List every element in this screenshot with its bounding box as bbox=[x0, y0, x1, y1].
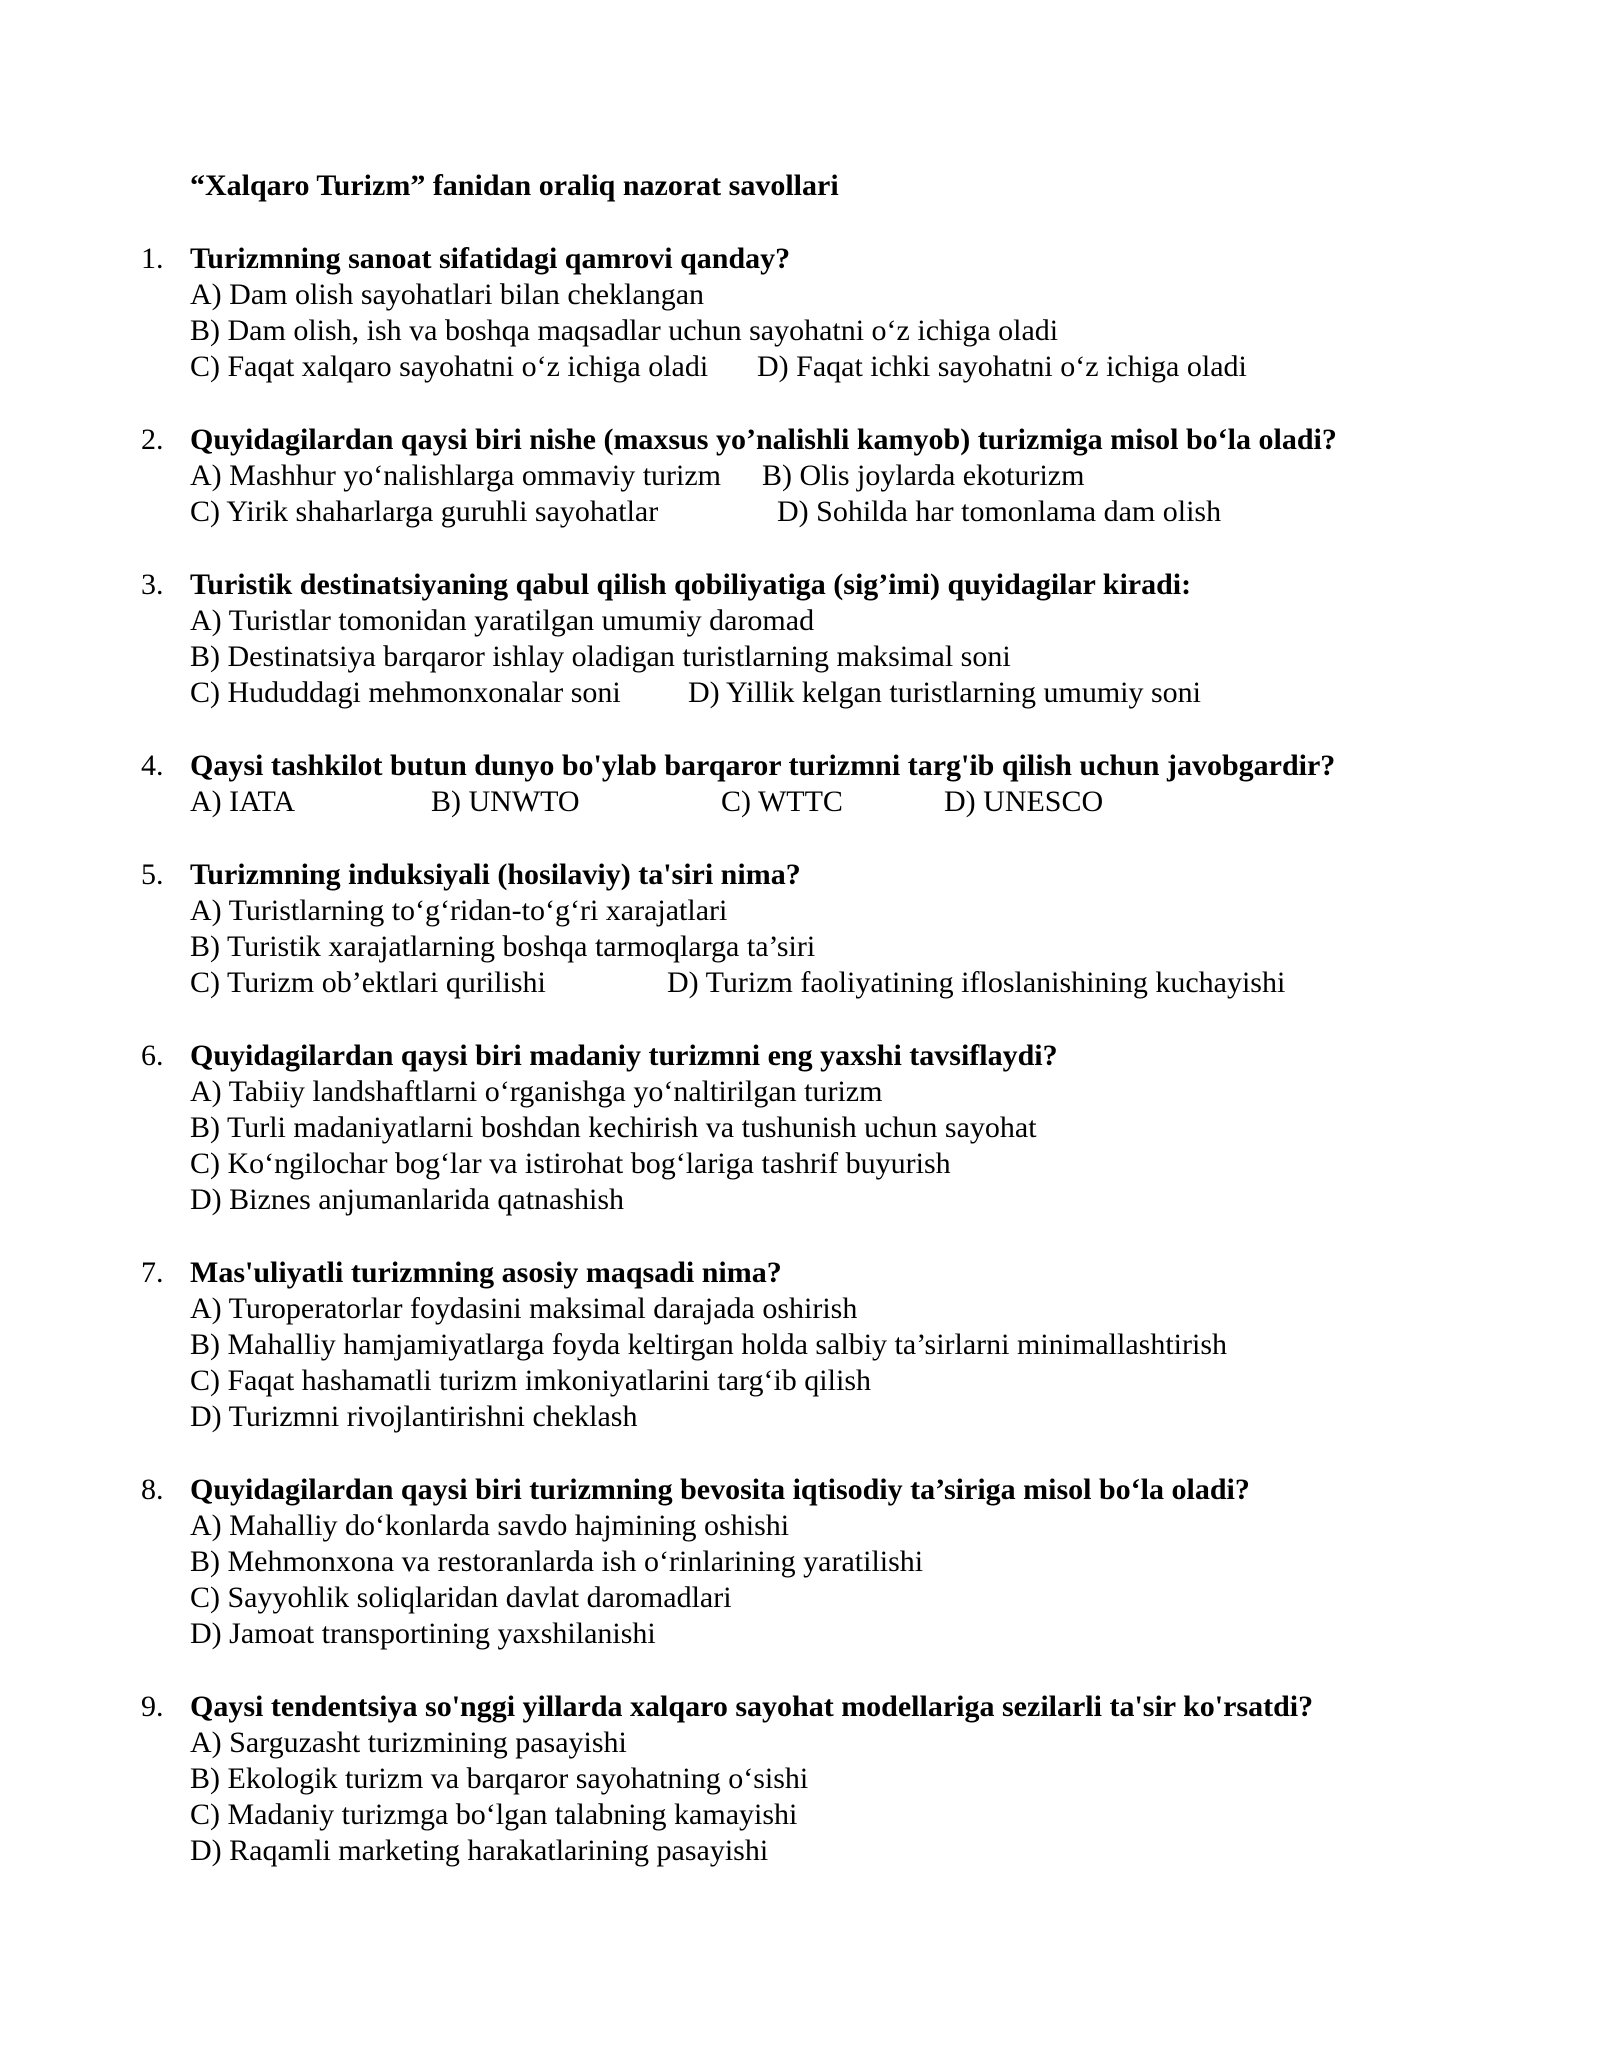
question-number: 9. bbox=[141, 1690, 164, 1723]
option-a: A) IATA bbox=[190, 785, 296, 818]
question-text: Turistik destinatsiyaning qabul qilish qobiliyatiga (sig’imi) quyidagilar kiradi: bbox=[190, 568, 1192, 601]
option-d: D) Biznes anjumanlarida qatnashish bbox=[190, 1183, 625, 1216]
question-number: 5. bbox=[141, 858, 164, 891]
option-c: C) Turizm ob’ektlari qurilishi bbox=[190, 966, 546, 999]
option-b: B) Dam olish, ish va boshqa maqsadlar uchun sayohatni o‘z ichiga oladi bbox=[190, 314, 1059, 347]
option-b: B) Olis joylarda ekoturizm bbox=[762, 459, 1085, 492]
option-b: B) Destinatsiya barqaror ishlay oladigan turistlarning maksimal soni bbox=[190, 640, 1011, 673]
question-text: Quyidagilardan qaysi biri nishe (maxsus yo’nalishli kamyob) turizmiga misol bo‘la oladi? bbox=[190, 423, 1337, 456]
question-text: Mas'uliyatli turizmning asosiy maqsadi nima? bbox=[190, 1256, 782, 1289]
option-a: A) Tabiiy landshaftlarni o‘rganishga yo‘naltirilgan turizm bbox=[190, 1075, 883, 1108]
question-text: Qaysi tendentsiya so'nggi yillarda xalqaro sayohat modellariga sezilarli ta'sir ko'rsatdi? bbox=[190, 1690, 1314, 1723]
option-b: B) Turistik xarajatlarning boshqa tarmoqlarga ta’siri bbox=[190, 930, 816, 963]
option-c: C) WTTC bbox=[721, 785, 843, 818]
option-a: A) Mahalliy do‘konlarda savdo hajmining oshishi bbox=[190, 1509, 790, 1542]
question-number: 7. bbox=[141, 1256, 164, 1289]
option-b: B) Ekologik turizm va barqaror sayohatning o‘sishi bbox=[190, 1762, 809, 1795]
option-c: C) Faqat xalqaro sayohatni o‘z ichiga oladi bbox=[190, 350, 709, 383]
option-a: A) Dam olish sayohatlari bilan cheklangan bbox=[190, 278, 705, 311]
option-c: C) Faqat hashamatli turizm imkoniyatlarini targ‘ib qilish bbox=[190, 1364, 871, 1397]
option-d: D) Faqat ichki sayohatni o‘z ichiga oladi bbox=[757, 350, 1247, 383]
question-text: Quyidagilardan qaysi biri turizmning bevosita iqtisodiy ta’siriga misol bo‘la oladi? bbox=[190, 1473, 1250, 1506]
question-number: 4. bbox=[141, 749, 164, 782]
option-c: C) Yirik shaharlarga guruhli sayohatlar bbox=[190, 495, 659, 528]
option-a: A) Turistlar tomonidan yaratilgan umumiy daromad bbox=[190, 604, 815, 637]
option-d: D) Turizm faoliyatining ifloslanishining kuchayishi bbox=[667, 966, 1286, 999]
option-d: D) Yillik kelgan turistlarning umumiy soni bbox=[688, 676, 1202, 709]
option-c: C) Madaniy turizmga bo‘lgan talabning kamayishi bbox=[190, 1798, 798, 1831]
option-c: C) Hududdagi mehmonxonalar soni bbox=[190, 676, 621, 709]
option-a: A) Turistlarning to‘g‘ridan-to‘g‘ri xarajatlari bbox=[190, 894, 728, 927]
option-d: D) Turizmni rivojlantirishni cheklash bbox=[190, 1400, 638, 1433]
question-text: Turizmning induksiyali (hosilaviy) ta'siri nima? bbox=[190, 858, 801, 891]
option-b: B) Mahalliy hamjamiyatlarga foyda keltirgan holda salbiy ta’sirlarni minimallashtirish bbox=[190, 1328, 1227, 1361]
question-text: Turizmning sanoat sifatidagi qamrovi qanday? bbox=[190, 242, 791, 275]
question-number: 2. bbox=[141, 423, 164, 456]
option-b: B) Mehmonxona va restoranlarda ish o‘rinlarining yaratilishi bbox=[190, 1545, 924, 1578]
question-number: 3. bbox=[141, 568, 164, 601]
option-b: B) Turli madaniyatlarni boshdan kechirish va tushunish uchun sayohat bbox=[190, 1111, 1037, 1144]
question-number: 6. bbox=[141, 1039, 164, 1072]
option-a: A) Sarguzasht turizmining pasayishi bbox=[190, 1726, 627, 1759]
option-d: D) UNESCO bbox=[944, 785, 1104, 818]
document-title: “Xalqaro Turizm” fanidan oraliq nazorat savollari bbox=[190, 169, 839, 202]
option-d: D) Jamoat transportining yaxshilanishi bbox=[190, 1617, 656, 1650]
option-a: A) Turoperatorlar foydasini maksimal darajada oshirish bbox=[190, 1292, 858, 1325]
question-number: 8. bbox=[141, 1473, 164, 1506]
option-a: A) Mashhur yo‘nalishlarga ommaviy turizm bbox=[190, 459, 722, 492]
option-d: D) Raqamli marketing harakatlarining pasayishi bbox=[190, 1834, 769, 1867]
option-b: B) UNWTO bbox=[431, 785, 580, 818]
option-c: C) Sayyohlik soliqlaridan davlat daromadlari bbox=[190, 1581, 732, 1614]
question-text: Quyidagilardan qaysi biri madaniy turizmni eng yaxshi tavsiflaydi? bbox=[190, 1039, 1058, 1072]
question-number: 1. bbox=[141, 242, 164, 275]
option-d: D) Sohilda har tomonlama dam olish bbox=[777, 495, 1222, 528]
question-text: Qaysi tashkilot butun dunyo bo'ylab barqaror turizmni targ'ib qilish uchun javobgardir? bbox=[190, 749, 1336, 782]
option-c: C) Ko‘ngilochar bog‘lar va istirohat bog‘lariga tashrif buyurish bbox=[190, 1147, 951, 1180]
